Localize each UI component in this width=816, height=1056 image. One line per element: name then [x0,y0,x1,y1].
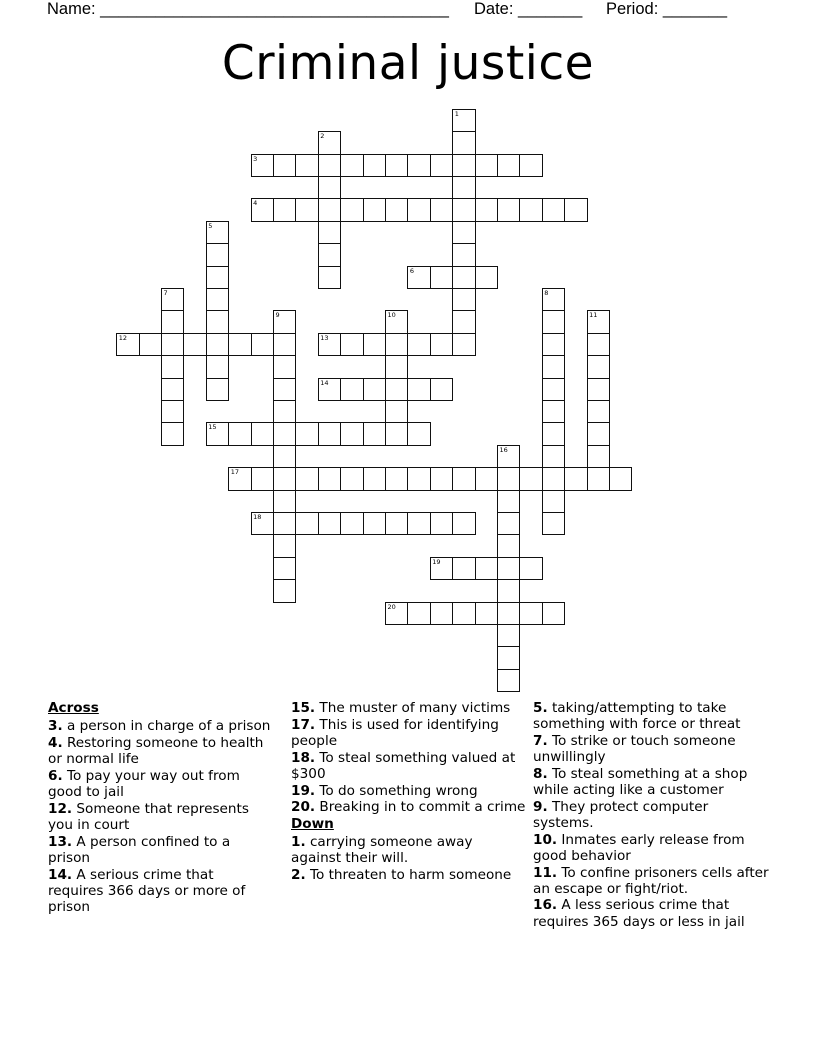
crossword-cell[interactable] [161,400,184,423]
crossword-cell[interactable] [407,467,430,490]
clues-column-3 [533,700,773,930]
crossword-cell[interactable] [542,310,565,333]
clue-number-label: 17 [230,468,239,477]
crossword-cell[interactable] [475,266,498,289]
crossword-cell[interactable] [206,422,229,445]
crossword-cell[interactable] [430,557,453,580]
crossword-cell[interactable] [363,333,386,356]
crossword-cell[interactable] [295,467,318,490]
crossword-cell[interactable] [273,154,296,177]
clue-number-label: 4 [253,199,258,208]
crossword-cell[interactable] [407,512,430,535]
crossword-cell[interactable] [273,310,296,333]
crossword-cell[interactable] [251,333,274,356]
clue-number: 11. [533,864,558,881]
crossword-cell[interactable] [183,333,206,356]
crossword-cell[interactable] [452,266,475,289]
crossword-cell[interactable] [497,602,520,625]
crossword-cell[interactable] [475,154,498,177]
crossword-cell[interactable] [340,333,363,356]
crossword-cell[interactable] [385,333,408,356]
crossword-cell[interactable] [318,422,341,445]
clue-number: 10. [533,831,558,848]
crossword-cell[interactable] [340,154,363,177]
crossword-cell[interactable] [542,445,565,468]
crossword-cell[interactable] [430,198,453,221]
crossword-cell[interactable] [497,669,520,692]
crossword-cell[interactable] [452,198,475,221]
clue-down-2 [291,867,526,883]
clue-number-label: 15 [208,423,217,432]
crossword-cell[interactable] [452,221,475,244]
crossword-cell[interactable] [497,646,520,669]
clue-number: 4. [48,734,63,751]
crossword-cell[interactable] [609,467,632,490]
crossword-cell[interactable] [407,378,430,401]
crossword-cell[interactable] [251,512,274,535]
crossword-cell[interactable] [161,288,184,311]
clue-down-9 [533,799,773,831]
clue-down-16 [533,897,773,929]
crossword-cell[interactable] [587,422,610,445]
clue-text: a person in charge of a prison [62,718,271,735]
crossword-cell[interactable] [273,445,296,468]
crossword-cell[interactable] [542,355,565,378]
crossword-cell[interactable] [161,422,184,445]
crossword-cell[interactable] [385,378,408,401]
crossword-cell[interactable] [542,400,565,423]
clue-across-18 [291,750,526,782]
clue-number-label: 12 [118,333,127,342]
crossword-cell[interactable] [430,333,453,356]
crossword-cell[interactable] [318,198,341,221]
crossword-cell[interactable] [385,422,408,445]
crossword-cell[interactable] [340,512,363,535]
clue-across-3 [48,718,273,734]
crossword-cell[interactable] [318,243,341,266]
crossword-cell[interactable] [587,467,610,490]
crossword-cell[interactable] [251,198,274,221]
clue-number-label: 16 [499,445,508,454]
clue-number-label: 3 [253,154,258,163]
crossword-cell[interactable] [273,333,296,356]
crossword-cell[interactable] [587,355,610,378]
crossword-cell[interactable] [497,467,520,490]
crossword-cell[interactable] [385,355,408,378]
crossword-cell[interactable] [430,602,453,625]
page-title: Criminal justice [221,36,595,91]
crossword-cell[interactable] [206,266,229,289]
crossword-cell[interactable] [273,467,296,490]
clue-down-10 [533,832,773,864]
crossword-cell[interactable] [363,378,386,401]
clue-number: 3. [48,718,63,735]
clue-number-label: 13 [320,333,329,342]
clue-number: 14. [48,866,73,883]
clue-text: To strike or touch someone unwillingly [533,732,736,766]
crossword-cell[interactable] [385,400,408,423]
crossword-cell[interactable] [318,176,341,199]
across-heading: Across [48,700,99,716]
clue-number: 13. [48,833,73,850]
clue-across-17 [291,717,526,749]
crossword-cell[interactable] [206,243,229,266]
crossword-cell[interactable] [497,154,520,177]
crossword-cell[interactable] [452,109,475,132]
crossword-cell[interactable] [363,422,386,445]
crossword-cell[interactable] [273,198,296,221]
clue-number: 12. [48,800,73,817]
crossword-cell[interactable] [519,154,542,177]
crossword-cell[interactable] [475,198,498,221]
crossword-cell[interactable] [430,378,453,401]
clue-number: 6. [48,767,63,784]
crossword-cell[interactable] [273,557,296,580]
clue-number: 20. [291,799,316,816]
clue-text: They protect computer systems. [533,798,709,831]
crossword-cell[interactable] [273,512,296,535]
clue-text: A less serious crime that requires 365 days or less in jail [533,897,745,930]
crossword-cell[interactable] [206,288,229,311]
crossword-cell[interactable] [542,467,565,490]
clue-text: To do something wrong [315,782,478,799]
clue-number: 18. [291,749,316,766]
crossword-cell[interactable] [587,333,610,356]
crossword-cell[interactable] [273,579,296,602]
crossword-cell[interactable] [475,557,498,580]
crossword-cell[interactable] [542,512,565,535]
clue-text: To confine prisoners cells after an escape or fight/riot. [533,864,769,897]
period-field-label[interactable]: Period: _______ [606,0,728,18]
clue-number-label: 9 [275,311,280,320]
crossword-cell[interactable] [116,333,139,356]
clue-text: To steal something at a shop while acting like a customer [533,765,748,799]
clue-across-6 [48,768,273,800]
clue-across-4 [48,735,273,767]
crossword-cell[interactable] [452,333,475,356]
crossword-cell[interactable] [385,512,408,535]
crossword-cell[interactable] [497,198,520,221]
clue-number-label: 19 [432,557,441,566]
crossword-cell[interactable] [273,490,296,513]
crossword-cell[interactable] [564,467,587,490]
crossword-cell[interactable] [385,154,408,177]
clue-number: 9. [533,798,548,815]
clue-across-13 [48,834,273,866]
crossword-cell[interactable] [407,422,430,445]
crossword-cell[interactable] [407,602,430,625]
crossword-cell[interactable] [542,378,565,401]
crossword-cell[interactable] [295,154,318,177]
crossword-cell[interactable] [228,333,251,356]
crossword-cell[interactable] [318,154,341,177]
clue-text: Someone that represents you in court [48,800,249,833]
clue-down-8 [533,766,773,798]
crossword-cell[interactable] [519,467,542,490]
crossword-cell[interactable] [318,131,341,154]
clue-number-label: 10 [387,311,396,320]
clue-down-11 [533,865,773,897]
crossword-cell[interactable] [363,467,386,490]
crossword-cell[interactable] [452,512,475,535]
crossword-cell[interactable] [228,422,251,445]
clue-text: Restoring someone to health or normal life [48,734,264,768]
clue-down-1 [291,834,526,866]
down-heading: Down [291,815,334,832]
clue-across-15 [291,700,526,716]
date-field-label[interactable]: Date: _______ [474,0,583,18]
clue-text: Breaking in to commit a crime [315,799,526,816]
crossword-cell[interactable] [161,355,184,378]
crossword-cell[interactable] [497,490,520,513]
crossword-cell[interactable] [251,154,274,177]
clue-number: 2. [291,867,306,884]
crossword-cell[interactable] [452,154,475,177]
crossword-cell[interactable] [206,310,229,333]
crossword-cell[interactable] [542,288,565,311]
clue-number-label: 2 [320,132,325,141]
crossword-cell[interactable] [385,310,408,333]
crossword-cell[interactable] [295,512,318,535]
clue-number-label: 11 [589,311,598,320]
crossword-cell[interactable] [318,221,341,244]
crossword-cell[interactable] [407,198,430,221]
crossword-cell[interactable] [542,602,565,625]
crossword-cell[interactable] [452,467,475,490]
clue-number: 15. [291,700,316,716]
clue-text: To pay your way out from good to jail [48,767,240,801]
crossword-cell[interactable] [407,266,430,289]
clue-text: This is used for identifying people [291,716,499,749]
crossword-cell[interactable] [452,602,475,625]
crossword-cell[interactable] [273,534,296,557]
clue-number: 1. [291,834,306,851]
crossword-cell[interactable] [452,288,475,311]
clue-down-5 [533,700,773,732]
clue-number-label: 1 [454,109,459,118]
crossword-cell[interactable] [139,333,162,356]
crossword-cell[interactable] [385,602,408,625]
clue-text: A person confined to a prison [48,833,231,866]
clue-number: 17. [291,716,316,733]
crossword-cell[interactable] [295,198,318,221]
crossword-cell[interactable] [497,534,520,557]
crossword-cell[interactable] [519,198,542,221]
clue-text: To threaten to harm someone [305,867,512,884]
crossword-cell[interactable] [407,333,430,356]
crossword-cell[interactable] [363,154,386,177]
crossword-cell[interactable] [251,467,274,490]
crossword-cell[interactable] [228,467,251,490]
clue-number-label: 6 [409,266,415,275]
crossword-cell[interactable] [206,355,229,378]
clue-number-label: 20 [387,602,396,611]
crossword-cell[interactable] [318,467,341,490]
crossword-cell[interactable] [318,378,341,401]
crossword-cell[interactable] [587,400,610,423]
crossword-cell[interactable] [251,422,274,445]
crossword-cell[interactable] [452,557,475,580]
clue-number: 7. [533,732,548,749]
crossword-cell[interactable] [273,400,296,423]
crossword-cell[interactable] [295,422,318,445]
crossword-cell[interactable] [206,378,229,401]
crossword-cell[interactable] [497,512,520,535]
crossword-cell[interactable] [407,154,430,177]
clue-number: 19. [291,782,316,799]
crossword-cell[interactable] [340,198,363,221]
crossword-cell[interactable] [318,333,341,356]
crossword-cell[interactable] [206,333,229,356]
crossword-cell[interactable] [430,266,453,289]
crossword-cell[interactable] [273,378,296,401]
clue-number: 16. [533,897,558,914]
crossword-cell[interactable] [318,266,341,289]
crossword-cell[interactable] [430,467,453,490]
name-field-label[interactable]: Name: ______________________________________ [47,0,449,18]
crossword-cell[interactable] [542,198,565,221]
crossword-cell[interactable] [452,310,475,333]
clue-number-label: 5 [208,221,213,230]
crossword-cell[interactable] [542,490,565,513]
clue-text: The muster of many victims [315,700,511,716]
clue-text: To steal something valued at $300 [291,749,516,782]
crossword-cell[interactable] [161,333,184,356]
crossword-cell[interactable] [452,176,475,199]
clue-text: A serious crime that requires 366 days or more of prison [48,866,246,915]
crossword-cell[interactable] [273,355,296,378]
crossword-cell[interactable] [519,557,542,580]
crossword-cell[interactable] [497,624,520,647]
clue-number-label: 7 [163,289,168,297]
crossword-cell[interactable] [273,422,296,445]
clue-text: taking/attempting to take something with force or threat [533,700,741,733]
clue-down-7 [533,733,773,765]
crossword-cell[interactable] [206,221,229,244]
clue-number-label: 8 [544,289,549,297]
clue-number: 8. [533,765,548,782]
crossword-cell[interactable] [363,512,386,535]
crossword-cell[interactable] [363,198,386,221]
clue-across-14 [48,867,273,916]
crossword-cell[interactable] [340,467,363,490]
crossword-cell[interactable] [161,378,184,401]
clue-number-label: 18 [253,513,262,521]
crossword-cell[interactable] [430,512,453,535]
clue-across-20 [291,799,526,815]
clue-number: 5. [533,700,548,716]
crossword-cell[interactable] [318,512,341,535]
crossword-cell[interactable] [385,198,408,221]
crossword-cell[interactable] [542,422,565,445]
clue-text: Inmates early release from good behavior [533,831,745,864]
clue-across-12 [48,801,273,833]
crossword-cell[interactable] [340,422,363,445]
crossword-cell[interactable] [587,445,610,468]
crossword-cell[interactable] [452,243,475,266]
crossword-cell[interactable] [161,310,184,333]
crossword-cell[interactable] [475,467,498,490]
crossword-cell[interactable] [385,467,408,490]
clues-column-2 [291,700,526,884]
crossword-cell[interactable] [497,445,520,468]
crossword-cell[interactable] [430,154,453,177]
crossword-cell[interactable] [564,198,587,221]
crossword-cell[interactable] [497,557,520,580]
crossword-cell[interactable] [587,310,610,333]
clue-number-label: 14 [320,378,329,387]
crossword-cell[interactable] [452,131,475,154]
crossword-cell[interactable] [542,333,565,356]
crossword-cell[interactable] [587,378,610,401]
clue-text: carrying someone away against their will. [291,834,473,867]
clues-column-1 [48,700,273,916]
crossword-cell[interactable] [519,602,542,625]
clue-across-19 [291,783,526,799]
crossword-cell[interactable] [340,378,363,401]
crossword-cell[interactable] [475,602,498,625]
crossword-cell[interactable] [497,579,520,602]
